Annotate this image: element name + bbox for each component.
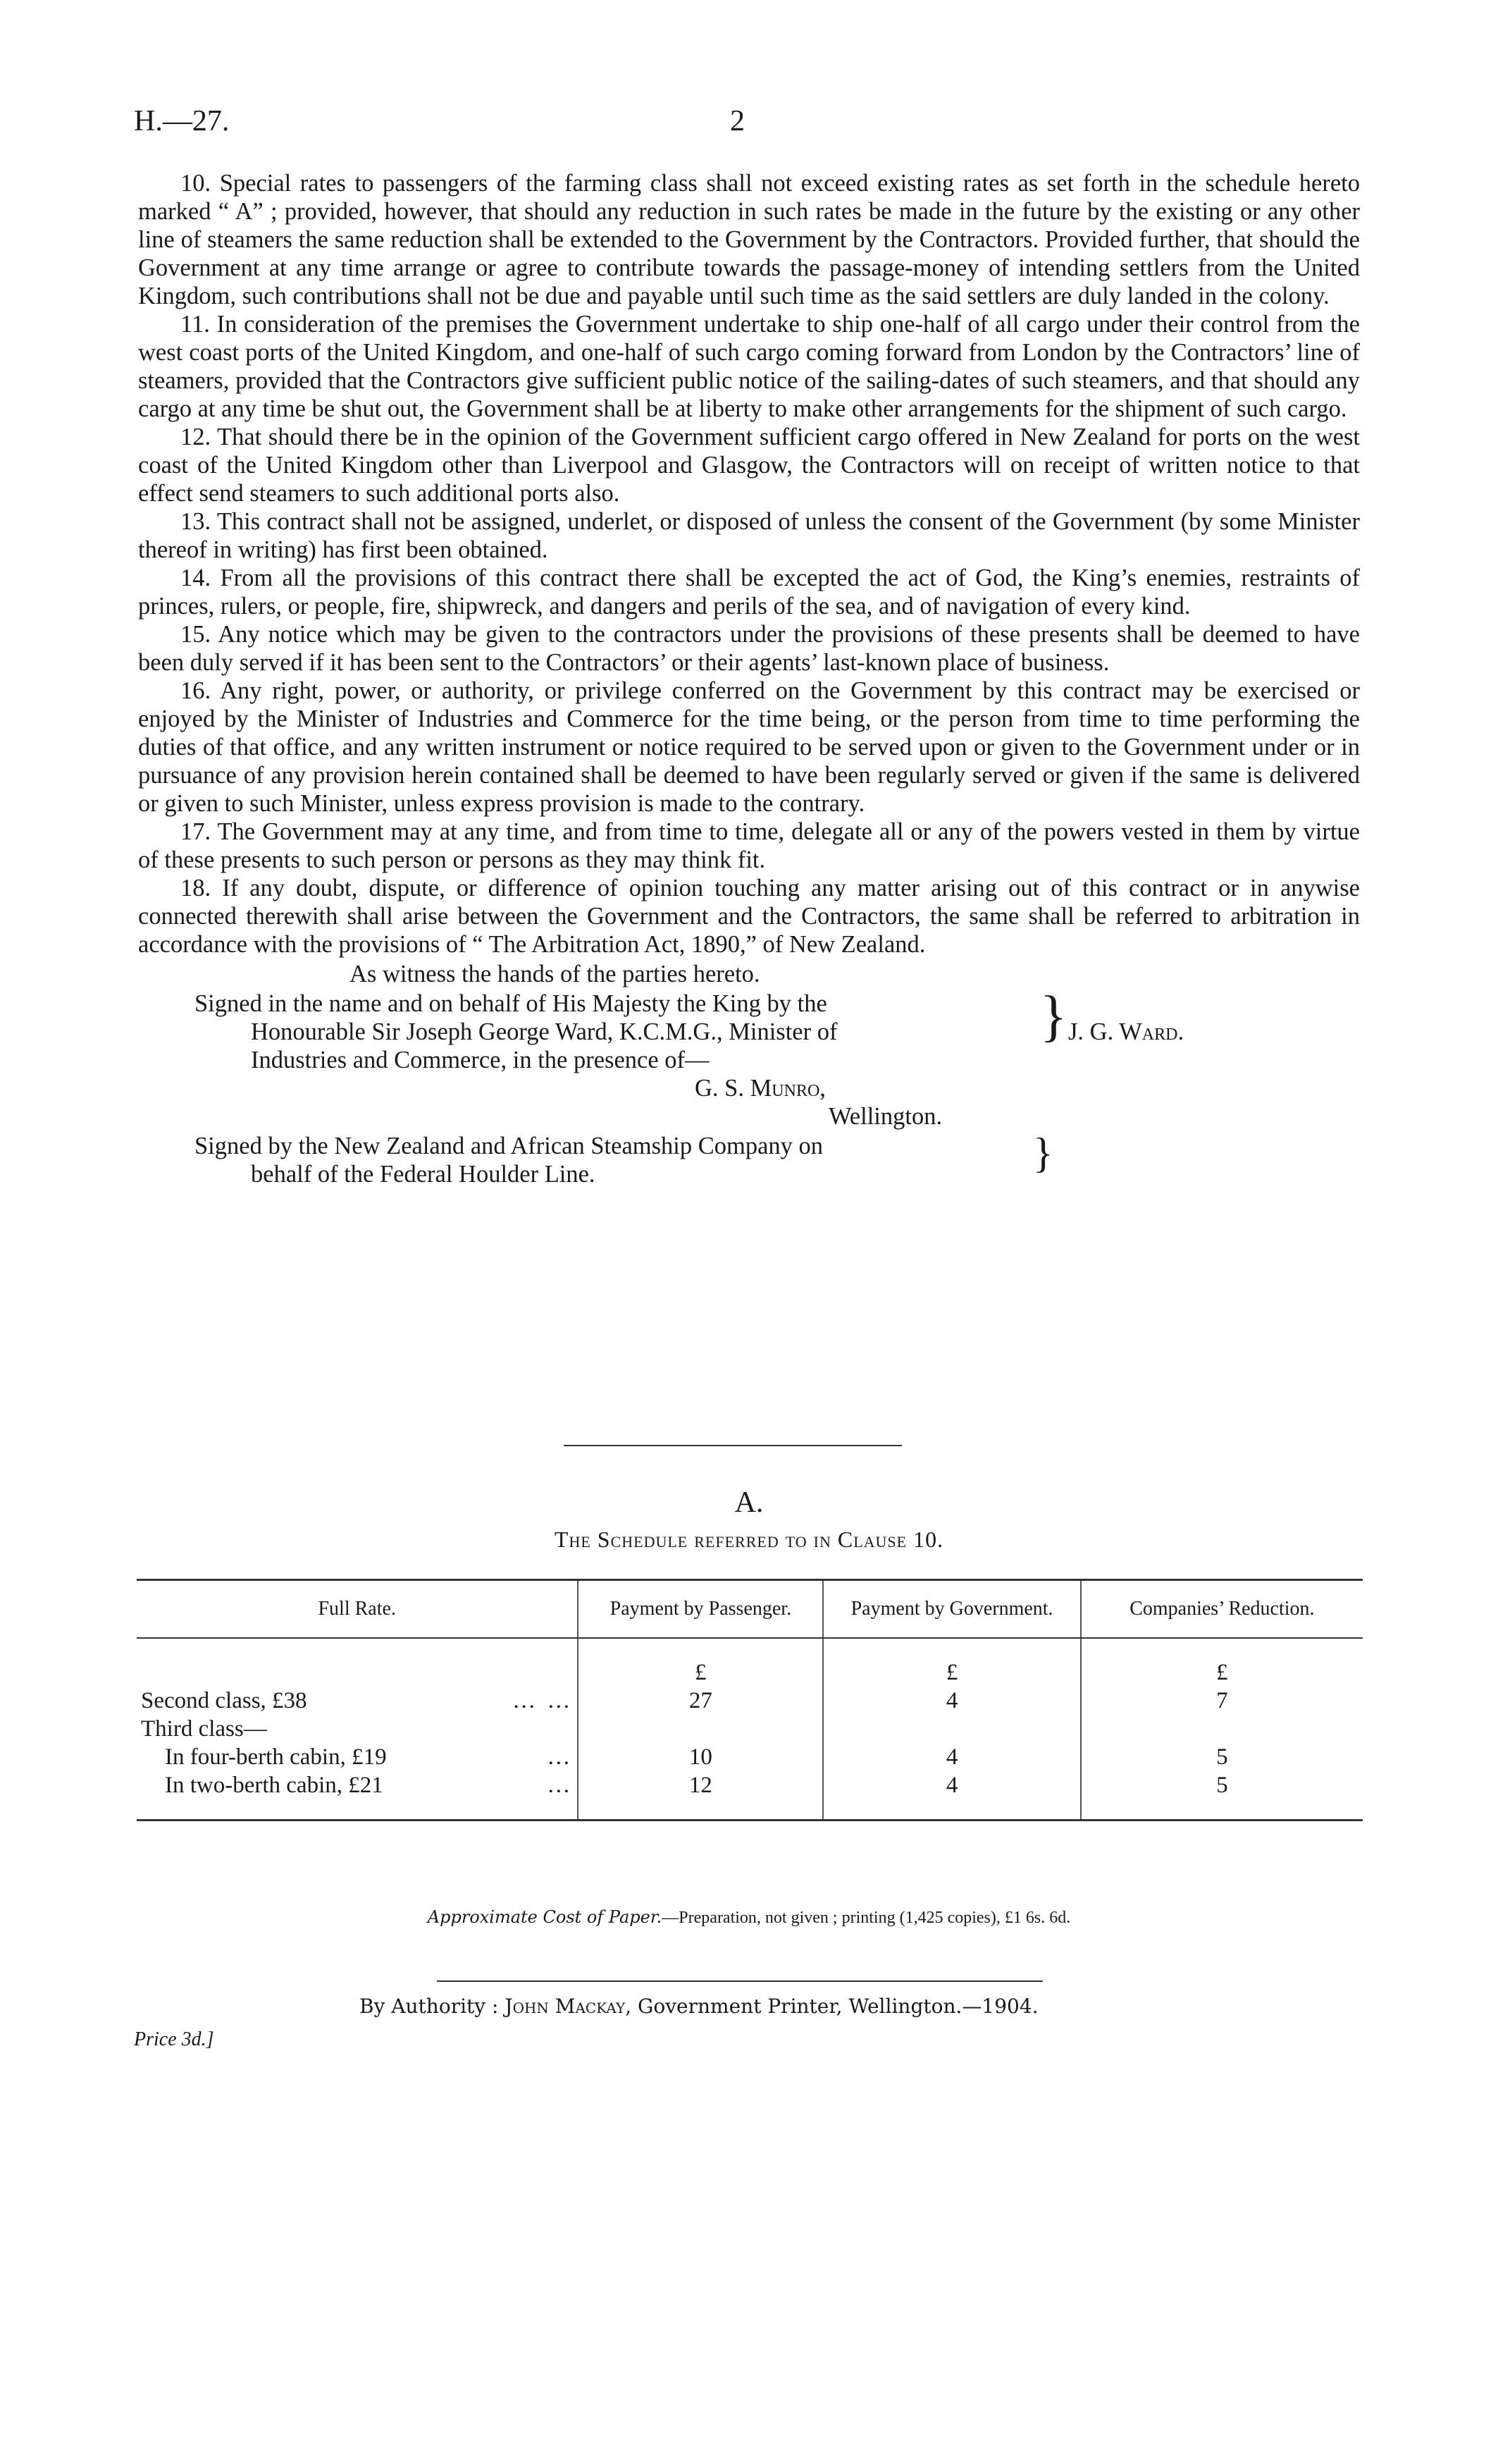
section-divider <box>564 1445 902 1446</box>
signature-line: Signed by the New Zealand and African Steamship Company on <box>194 1133 824 1159</box>
clause-14: 14. From all the provisions of this contract there shall be excepted the act of God, the King’s enemies, restraints of princes, rulers, or people, fire, shipwreck, and dangers and perils of the sea, and of navigation of every kind. <box>138 565 1360 620</box>
printer-authority: By Authority : John Mackay, Government Printer, Wellington.—1904. <box>359 1995 1039 2018</box>
currency-symbol: £ <box>578 1638 823 1687</box>
clause-11: 11. In consideration of the premises the Government undertake to ship one-half of all cargo under their control from the west coast ports of the United Kingdom, and one-half of such cargo coming forward from London by the Contractors’ line of steamers, provided that the Contractors give sufficient public notice of the sailing-dates of such steamers, and that should any cargo at any time be shut out, the Government shall be at liberty to make other arrangements for the shipment of such cargo. <box>138 311 1360 422</box>
column-header: Full Rate. <box>137 1580 578 1639</box>
row-label: In four-berth cabin, £19 … <box>165 1744 574 1770</box>
passenger-payment <box>578 1715 823 1743</box>
government-payment: 4 <box>823 1743 1080 1771</box>
row-label: Third class— <box>141 1716 267 1742</box>
crown-signature-block <box>138 985 1360 1131</box>
table-row <box>137 1715 1363 1743</box>
signer-name: J. G. Ward. <box>1068 1018 1184 1045</box>
signature-line: Signed in the name and on behalf of His Majesty the King by the <box>194 990 827 1017</box>
schedule-title: The Schedule referred to in Clause 10. <box>554 1527 944 1552</box>
column-header: Payment by Government. <box>823 1580 1080 1639</box>
clause-13: 13. This contract shall not be assigned, underlet, or disposed of unless the consent of the Government (by some Minister thereof in writing) has first been obtained. <box>138 508 1360 563</box>
row-label: In two-berth cabin, £21 … <box>137 1771 578 1821</box>
clause-10: 10. Special rates to passengers of the farming class shall not exceed existing rates as set forth in the schedule hereto marked “ A” ; provided, however, that should any reduction in such rates be made in the future by the existing or any other line of steamers the same reduction shall be extended to the Government by the Contractors. Provided further, that should the Government at any time arrange or agree to contribute towards the passage-money of intending settlers from the United Kingdom, such contributions shall not be due and payable until such time as the said settlers are duly landed in the colony. <box>138 170 1360 309</box>
passenger-payment: 12 <box>578 1771 823 1821</box>
government-payment <box>823 1715 1080 1743</box>
company-signature-block <box>138 1132 1360 1188</box>
signature-line: Industries and Commerce, in the presence of— <box>251 1047 710 1073</box>
companies-reduction <box>1081 1715 1363 1743</box>
witness-statement: As witness the hands of the parties hereto. <box>349 961 760 987</box>
clause-18: 18. If any doubt, dispute, or difference of opinion touching any matter arising out of this contract or in anywise connected therewith shall arise between the Government and the Contractors, the same shall be referred to arbitration in accordance with the provisions of “ The Arbitration Act, 1890,” of New Zealand. <box>138 875 1360 958</box>
approximate-cost: Approximate Cost of Paper.—Preparation, not given ; printing (1,425 copies), £1 6s. 6d. <box>427 1907 1071 1927</box>
column-header: Payment by Passenger. <box>578 1580 823 1639</box>
witness-name: G. S. Munro, <box>695 1075 826 1102</box>
row-label: Second class, £38 … … <box>141 1688 574 1713</box>
document-reference: H.—27. <box>134 105 230 137</box>
government-payment: 4 <box>823 1771 1080 1821</box>
passenger-payment: 27 <box>578 1687 823 1715</box>
clause-12: 12. That should there be in the opinion of the Government sufficient cargo offered in New Zealand for ports on the west coast of the United Kingdom other than Liverpool and Glasgow, the Contractors will on receipt of written notice to that effect send steamers to such additional ports also. <box>138 424 1360 507</box>
page-number: 2 <box>730 105 745 137</box>
table-row <box>137 1638 1363 1687</box>
signature-line: Honourable Sir Joseph George Ward, K.C.M.G., Minister of <box>251 1018 838 1045</box>
footer-divider <box>437 1981 1043 1982</box>
passenger-payment: 10 <box>578 1743 823 1771</box>
table-header-row <box>137 1580 1363 1639</box>
column-header: Companies’ Reduction. <box>1081 1580 1363 1639</box>
schedule-table <box>137 1579 1363 1821</box>
brace-icon: } <box>1040 985 1067 1047</box>
currency-symbol: £ <box>823 1638 1080 1687</box>
schedule-letter: A. <box>734 1486 764 1519</box>
clause-17: 17. The Government may at any time, and from time to time, delegate all or any of the powers vested in them by virtue of these presents to such person or persons as they may think fit. <box>138 818 1360 873</box>
companies-reduction: 7 <box>1081 1687 1363 1715</box>
witness-location: Wellington. <box>829 1103 943 1130</box>
signature-line: behalf of the Federal Houlder Line. <box>251 1161 595 1188</box>
government-payment: 4 <box>823 1687 1080 1715</box>
table-row <box>137 1687 1363 1715</box>
companies-reduction: 5 <box>1081 1743 1363 1771</box>
clause-16: 16. Any right, power, or authority, or privilege conferred on the Government by this contract may be exercised or enjoyed by the Minister of Industries and Commerce for the time being, or the person from time to time performing the duties of that office, and any written instrument or notice required to be served upon or given to the Government under or in pursuance of any provision herein contained shall be deemed to have been regularly served or given if the same is delivered or given to such Minister, unless express provision is made to the contrary. <box>138 677 1360 817</box>
table-row <box>137 1771 1363 1821</box>
brace-icon: } <box>1033 1130 1053 1176</box>
table-row <box>137 1743 1363 1771</box>
contract-body <box>138 169 1360 1188</box>
clause-15: 15. Any notice which may be given to the contractors under the provisions of these presents shall be deemed to have been duly served if it has been sent to the Contractors’ or their agents’ last-known place of business. <box>138 621 1360 676</box>
price-label: Price 3d.] <box>134 2028 214 2050</box>
companies-reduction: 5 <box>1081 1771 1363 1821</box>
currency-symbol: £ <box>1081 1638 1363 1687</box>
